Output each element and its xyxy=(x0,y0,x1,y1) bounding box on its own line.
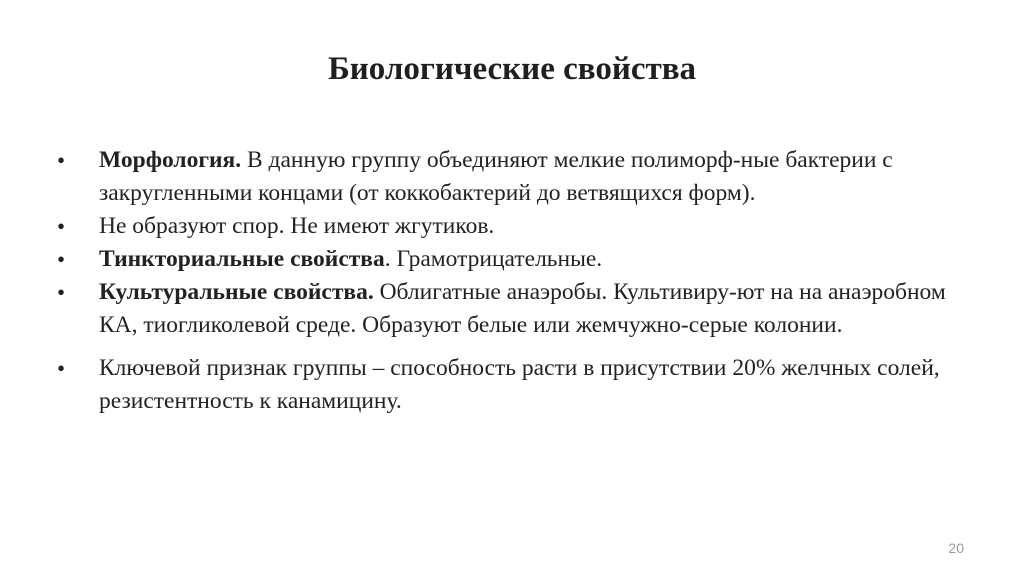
bullet-list xyxy=(57,144,957,418)
bullet-item-tinctorial xyxy=(57,243,957,276)
bullet-heading: Тинкториальные свойства xyxy=(99,246,385,272)
bullet-icon: • xyxy=(57,280,66,305)
bullet-heading: Морфология. xyxy=(99,147,242,173)
bullet-item-cultural xyxy=(57,276,957,342)
bullet-item-key-feature xyxy=(57,352,957,418)
bullet-text: В данную группу объединяют мелкие полиморф-ные бактерии с закругленными концами (от коккобактерий до ветвящихся форм). xyxy=(99,147,893,206)
page-number: 20 xyxy=(948,540,964,556)
bullet-text: . Грамотрицательные. xyxy=(384,246,603,272)
bullet-icon: • xyxy=(57,356,66,381)
bullet-text: Не образуют спор. Не имеют жгутиков. xyxy=(99,213,495,239)
bullet-item-morphology xyxy=(57,144,957,210)
bullet-icon: • xyxy=(57,247,66,272)
bullet-text: Облигатные анаэробы. Культивиру-ют на на анаэробном КА, тиогликолевой среде. Образуют белые или жемчужно-серые колонии. xyxy=(99,279,946,338)
bullet-heading: Культуральные свойства. xyxy=(99,279,374,305)
bullet-item-spores xyxy=(57,210,957,243)
bullet-icon: • xyxy=(57,214,66,239)
slide-title: Биологические свойства xyxy=(327,51,697,87)
bullet-text: Ключевой признак группы – способность расти в присутствии 20% желчных солей, резистентность к канамицину. xyxy=(99,355,940,414)
bullet-icon: • xyxy=(57,148,66,173)
